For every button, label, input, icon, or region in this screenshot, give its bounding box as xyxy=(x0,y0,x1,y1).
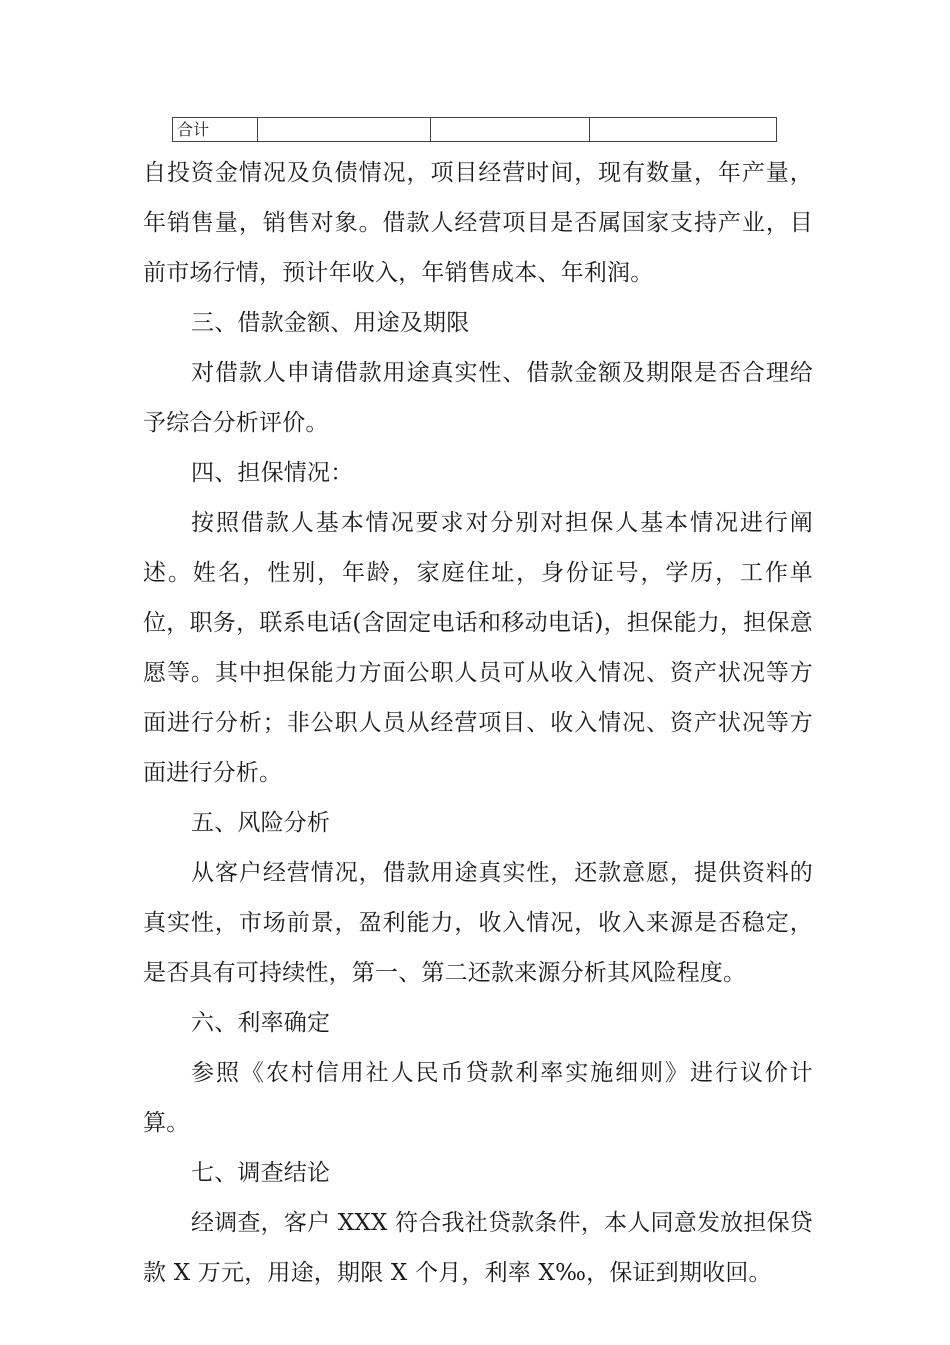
table-cell-total-label: 合计 xyxy=(173,118,258,142)
heading-guarantee: 四、担保情况： xyxy=(191,460,354,486)
heading-conclusion: 七、调查结论 xyxy=(191,1160,331,1186)
body-text xyxy=(143,148,813,1298)
summary-table xyxy=(172,117,777,142)
heading-risk-analysis: 五、风险分析 xyxy=(191,810,331,836)
paragraph-conclusion: 经调查，客户 XXX 符合我社贷款条件，本人同意发放担保贷款 X 万元，用途，期限 X 个月，利率 X‰，保证到期收回。 xyxy=(143,1210,813,1286)
heading-interest-rate: 六、利率确定 xyxy=(191,1010,331,1036)
table-row-total xyxy=(173,118,777,142)
paragraph-interest-rate: 参照《农村信用社人民币贷款利率实施细则》进行议价计算。 xyxy=(143,1060,813,1136)
table-cell xyxy=(431,118,590,142)
paragraph-guarantee: 按照借款人基本情况要求对分别对担保人基本情况进行阐述。姓名，性别，年龄，家庭住址，身份证号，学历，工作单位，职务，联系电话(含固定电话和移动电话)，担保能力，担保意愿等。其中担保能力方面公职人员可从收入情况、资产状况等方面进行分析；非公职人员从经营项目、收入情况、资产状况等方面进行分析。 xyxy=(143,510,813,786)
table-cell xyxy=(258,118,431,142)
heading-loan-amount: 三、借款金额、用途及期限 xyxy=(191,310,470,336)
paragraph-risk-analysis: 从客户经营情况，借款用途真实性，还款意愿，提供资料的真实性，市场前景，盈利能力，收入情况，收入来源是否稳定，是否具有可持续性，第一、第二还款来源分析其风险程度。 xyxy=(143,860,813,986)
paragraph-self-funds: 自投资金情况及负债情况，项目经营时间，现有数量，年产量，年销售量，销售对象。借款人经营项目是否属国家支持产业，目前市场行情，预计年收入，年销售成本、年利润。 xyxy=(143,160,813,286)
table-cell xyxy=(590,118,777,142)
paragraph-loan-amount: 对借款人申请借款用途真实性、借款金额及期限是否合理给予综合分析评价。 xyxy=(143,360,813,436)
